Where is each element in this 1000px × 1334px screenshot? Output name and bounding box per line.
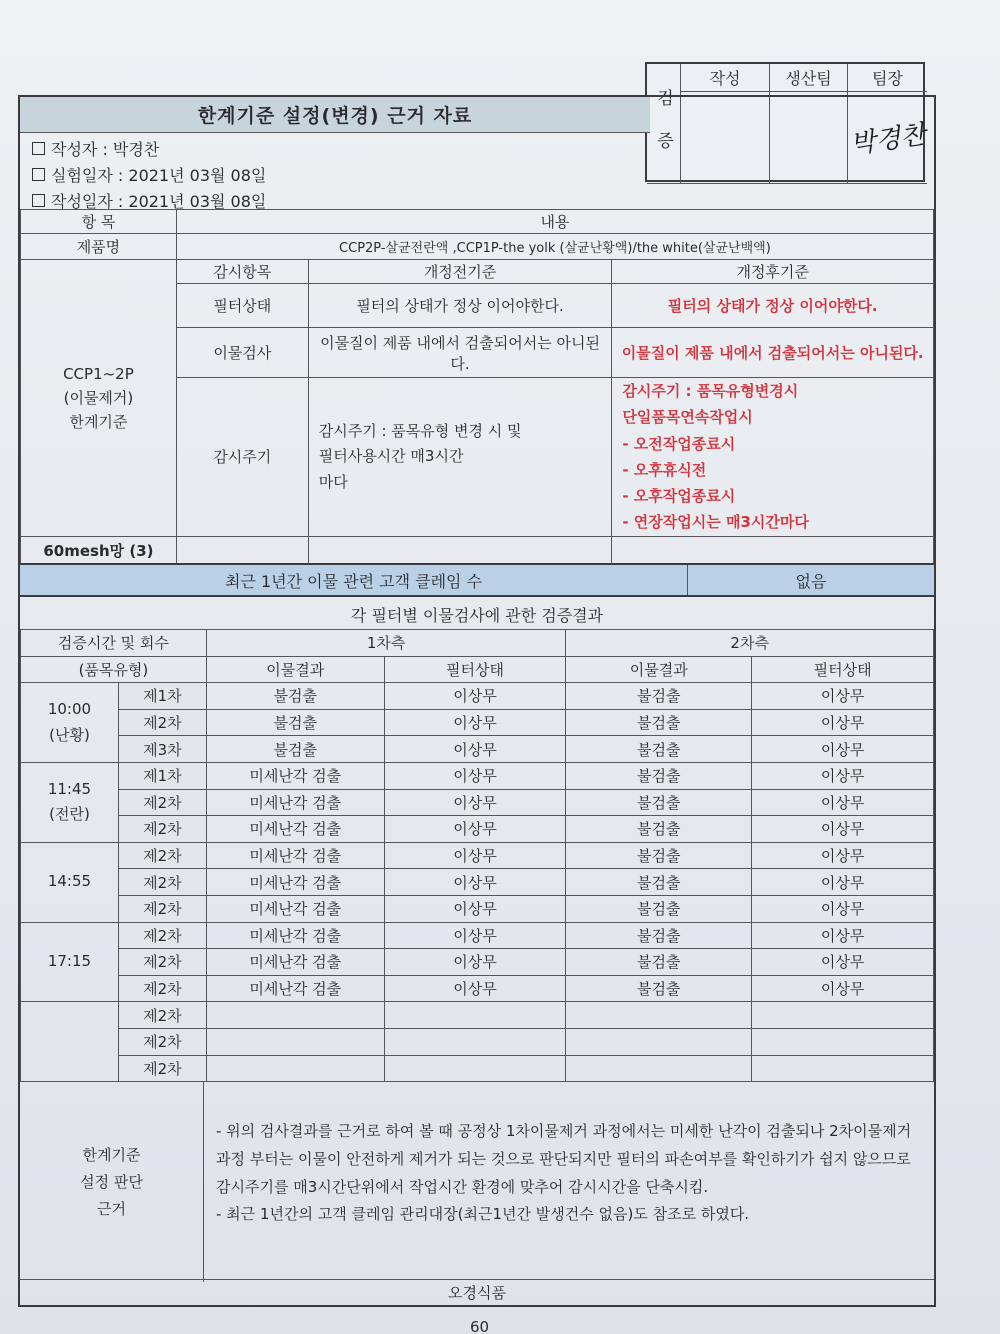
result-cell	[206, 1055, 384, 1082]
result-cell: 불검출	[566, 683, 752, 710]
col-before: 개정전기준	[308, 260, 612, 284]
filter-cell: 이상무	[384, 842, 566, 869]
filter-cell: 이상무	[384, 949, 566, 976]
meta-author	[32, 137, 159, 160]
filter-cell	[384, 1002, 566, 1029]
product-value: CCP2P-살균전란액 ,CCP1P-the yolk (살균난황액)/the white(살균난백액)	[176, 234, 933, 260]
filter-cell: 이상무	[384, 922, 566, 949]
col-filter-2: 필터상태	[752, 656, 934, 683]
result-cell: 미세난각 검출	[206, 895, 384, 922]
round-cell: 제2차	[118, 842, 206, 869]
document-title: 한계기준 설정(변경) 근거 자료	[20, 97, 650, 133]
table-row	[21, 709, 934, 736]
leader-signature: 박경찬	[848, 119, 928, 161]
table-row	[21, 762, 934, 789]
stage1-label: 1차측	[206, 630, 566, 657]
table-row	[21, 842, 934, 869]
result-cell: 미세난각 검출	[206, 842, 384, 869]
result-cell	[566, 1055, 752, 1082]
claims-value: 없음	[795, 571, 827, 591]
round-cell: 제2차	[118, 895, 206, 922]
checkbox-icon	[32, 168, 45, 181]
result-cell: 불검출	[566, 922, 752, 949]
filter-cell: 이상무	[752, 816, 934, 843]
type-label: (품목유형)	[21, 656, 207, 683]
filter-cell: 이상무	[752, 895, 934, 922]
result-cell	[206, 1002, 384, 1029]
result-cell: 불검출	[566, 842, 752, 869]
row-cycle-after: 감시주기 : 품목유형변경시 단일품목연속작업시 - 오전작업종료시 - 오후휴식전 - 오후작업종료시 - 연장작업시는 매3시간마다	[612, 378, 934, 537]
mesh-spacer	[176, 536, 308, 564]
table-row	[21, 922, 934, 949]
meta-test-date	[32, 163, 266, 186]
round-cell: 제1차	[118, 683, 206, 710]
table-row	[21, 683, 934, 710]
result-cell: 불검출	[566, 789, 752, 816]
round-cell: 제2차	[118, 922, 206, 949]
mesh-spacer	[612, 536, 934, 564]
round-cell: 제2차	[118, 1002, 206, 1029]
table-row	[21, 736, 934, 763]
item-label: 항 목	[21, 210, 177, 234]
filter-cell: 이상무	[384, 895, 566, 922]
filter-cell: 이상무	[752, 683, 934, 710]
filter-cell: 이상무	[384, 762, 566, 789]
document-frame	[18, 95, 936, 1307]
filter-cell: 이상무	[752, 869, 934, 896]
result-cell: 불검출	[566, 975, 752, 1002]
conclusion-section	[20, 1081, 934, 1281]
round-cell: 제1차	[118, 762, 206, 789]
result-cell: 불검출	[566, 709, 752, 736]
col-monitor: 감시항목	[176, 260, 308, 284]
filter-cell	[384, 1055, 566, 1082]
table-row	[21, 1002, 934, 1029]
time-cell	[21, 1002, 119, 1082]
table-row	[21, 789, 934, 816]
row-filter-before: 필터의 상태가 정상 이어야한다.	[308, 284, 612, 328]
mesh-spacer	[308, 536, 612, 564]
result-cell: 미세난각 검출	[206, 789, 384, 816]
approval-col-author: 작성	[681, 64, 770, 92]
filter-cell: 이상무	[384, 736, 566, 763]
footer-company: 오경식품	[20, 1279, 934, 1305]
time-cell: 14:55	[21, 842, 119, 922]
claims-bar	[20, 563, 934, 597]
round-cell: 제2차	[118, 949, 206, 976]
result-cell: 불검출	[566, 762, 752, 789]
filter-cell: 이상무	[384, 789, 566, 816]
filter-cell	[752, 1028, 934, 1055]
approval-label: 검 증	[647, 64, 681, 184]
filter-cell: 이상무	[752, 762, 934, 789]
col-after: 개정후기준	[612, 260, 934, 284]
result-cell	[566, 1028, 752, 1055]
row-cycle-before: 감시주기 : 품목유형 변경 시 및 필터사용시간 매3시간 마다	[308, 378, 612, 537]
checkbox-icon	[32, 142, 45, 155]
table-row	[21, 869, 934, 896]
approval-col-production: 생산팀	[770, 64, 848, 92]
mesh-label: 60mesh망 (3)	[21, 536, 177, 564]
round-cell: 제2차	[118, 816, 206, 843]
filter-cell: 이상무	[384, 869, 566, 896]
round-cell: 제2차	[118, 1055, 206, 1082]
result-cell	[566, 1002, 752, 1029]
result-cell	[206, 1028, 384, 1055]
result-cell: 불검출	[566, 736, 752, 763]
filter-cell	[752, 1055, 934, 1082]
table-row	[21, 816, 934, 843]
filter-cell: 이상무	[384, 975, 566, 1002]
result-cell: 불검출	[206, 736, 384, 763]
test-date-text: 실험일자 : 2021년 03월 08일	[51, 166, 267, 185]
result-cell: 미세난각 검출	[206, 975, 384, 1002]
filter-cell: 이상무	[384, 683, 566, 710]
results-title: 각 필터별 이물검사에 관한 검증결과	[350, 605, 604, 625]
filter-cell: 이상무	[752, 975, 934, 1002]
col-result-2: 이물결과	[566, 656, 752, 683]
product-label: 제품명	[21, 234, 177, 260]
time-cell: 10:00 (난황)	[21, 683, 119, 763]
table-row	[21, 1055, 934, 1082]
row-foreign-item: 이물검사	[176, 328, 308, 378]
time-cell: 11:45 (전란)	[21, 762, 119, 842]
filter-cell: 이상무	[752, 922, 934, 949]
stage2-label: 2차측	[566, 630, 934, 657]
author-text: 작성자 : 박경찬	[51, 140, 160, 159]
conclusion-item: - 위의 검사결과를 근거로 하여 볼 때 공정상 1차이물제거 과정에서는 미세한 난각이 검출되나 2차이물제거 과정 부터는 이물이 안전하게 제거가 되는 것으로 판단되지만 필터의 파손여부를 확인하기가 쉽지 않으므로 감시주기를 매3시간단위에서 작업시간 환경에 맞추어 감시시간을 단축시킴.	[216, 1122, 912, 1196]
conclusion-item: - 최근 1년간의 고객 클레임 관리대장(최근1년간 발생건수 없음)도 참조로 하였다.	[216, 1205, 750, 1224]
result-cell: 미세난각 검출	[206, 762, 384, 789]
filter-cell: 이상무	[752, 736, 934, 763]
round-cell: 제2차	[118, 709, 206, 736]
row-foreign-before: 이물질이 제품 내에서 검출되어서는 아니된다.	[308, 328, 612, 378]
content-label: 내용	[176, 210, 933, 234]
claims-label: 최근 1년간 이물 관련 고객 클레임 수	[20, 565, 688, 595]
ccp-label: CCP1~2P (이물제거) 한계기준	[21, 260, 177, 537]
result-cell: 불검출	[206, 709, 384, 736]
filter-cell: 이상무	[752, 949, 934, 976]
filter-cell: 이상무	[384, 816, 566, 843]
result-cell: 불검출	[566, 949, 752, 976]
result-cell: 미세난각 검출	[206, 922, 384, 949]
result-cell: 불검출	[566, 816, 752, 843]
col-filter-1: 필터상태	[384, 656, 566, 683]
round-cell: 제2차	[118, 869, 206, 896]
write-date-text: 작성일자 : 2021년 03월 08일	[51, 192, 267, 211]
result-cell: 불검출	[566, 895, 752, 922]
round-cell: 제2차	[118, 975, 206, 1002]
filter-cell: 이상무	[384, 709, 566, 736]
filter-cell: 이상무	[752, 789, 934, 816]
row-cycle-item: 감시주기	[176, 378, 308, 537]
criteria-table	[20, 209, 934, 565]
checkbox-icon	[32, 194, 45, 207]
round-cell: 제2차	[118, 789, 206, 816]
filter-cell	[752, 1002, 934, 1029]
table-row	[21, 895, 934, 922]
conclusion-text	[216, 1118, 928, 1229]
row-foreign-after: 이물질이 제품 내에서 검출되어서는 아니된다.	[612, 328, 934, 378]
filter-cell: 이상무	[752, 842, 934, 869]
table-row	[21, 975, 934, 1002]
row-filter-after: 필터의 상태가 정상 이어야한다.	[612, 284, 934, 328]
row-filter-item: 필터상태	[176, 284, 308, 328]
table-row	[21, 1028, 934, 1055]
result-cell: 미세난각 검출	[206, 816, 384, 843]
filter-cell: 이상무	[752, 709, 934, 736]
results-table	[20, 629, 934, 1082]
round-cell: 제2차	[118, 1028, 206, 1055]
time-cell: 17:15	[21, 922, 119, 1002]
page-number: 60	[470, 1318, 490, 1334]
table-row	[21, 949, 934, 976]
filter-cell	[384, 1028, 566, 1055]
round-cell: 제3차	[118, 736, 206, 763]
result-cell: 미세난각 검출	[206, 949, 384, 976]
result-cell: 불검출	[566, 869, 752, 896]
result-cell: 불검출	[206, 683, 384, 710]
time-label: 검증시간 및 회수	[21, 630, 207, 657]
col-result-1: 이물결과	[206, 656, 384, 683]
result-cell: 미세난각 검출	[206, 869, 384, 896]
conclusion-label: 한계기준 설정 판단 근거	[20, 1082, 204, 1282]
approval-col-leader: 팀장	[848, 64, 927, 92]
